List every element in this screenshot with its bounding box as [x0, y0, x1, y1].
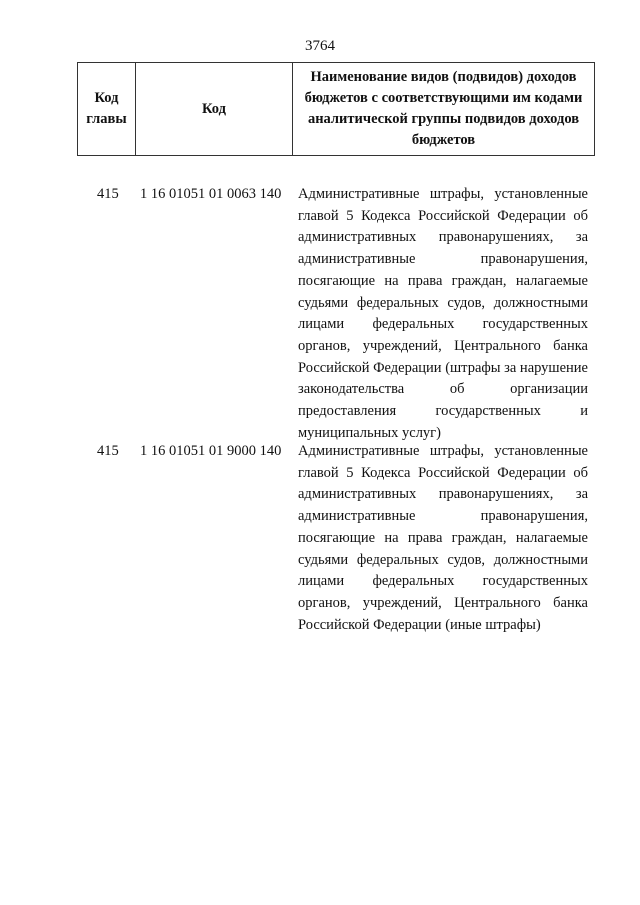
row-name: Административные штрафы, установленные главой 5 Кодекса Российской Федерации об административных правонарушениях, за административные правонарушения, посягающие на права граждан, налагаемые судьями федеральных судов, должностными лицами федеральных государственных органов, учреждений, Центрального банка Российской Федерации (штрафы за нарушение законодательства об организации предоставления государственных и муниципальных услуг) — [298, 186, 588, 441]
header-name: Наименование видов (подвидов) доходов бюджетов с соответствующими им кодами аналитической группы подвидов доходов бюджетов — [304, 69, 583, 148]
row-code: 1 16 01051 01 9000 140 — [140, 443, 282, 459]
row-code: 1 16 01051 01 0063 140 — [140, 186, 282, 202]
row-name: Административные штрафы, установленные главой 5 Кодекса Российской Федерации об административных правонарушениях, за административные правонарушения, посягающие на права граждан, налагаемые судьями федеральных судов, должностными лицами федеральных государственных органов, учреждений, Центрального банка Российской Федерации (иные штрафы) — [298, 443, 588, 633]
page-number: 3764 — [305, 38, 335, 54]
row-chapter-code: 415 — [97, 443, 119, 459]
header-code: Код — [136, 63, 293, 155]
row-chapter-code: 415 — [97, 186, 119, 202]
header-chapter-code: Код главы — [78, 63, 136, 155]
table-header — [77, 62, 595, 156]
